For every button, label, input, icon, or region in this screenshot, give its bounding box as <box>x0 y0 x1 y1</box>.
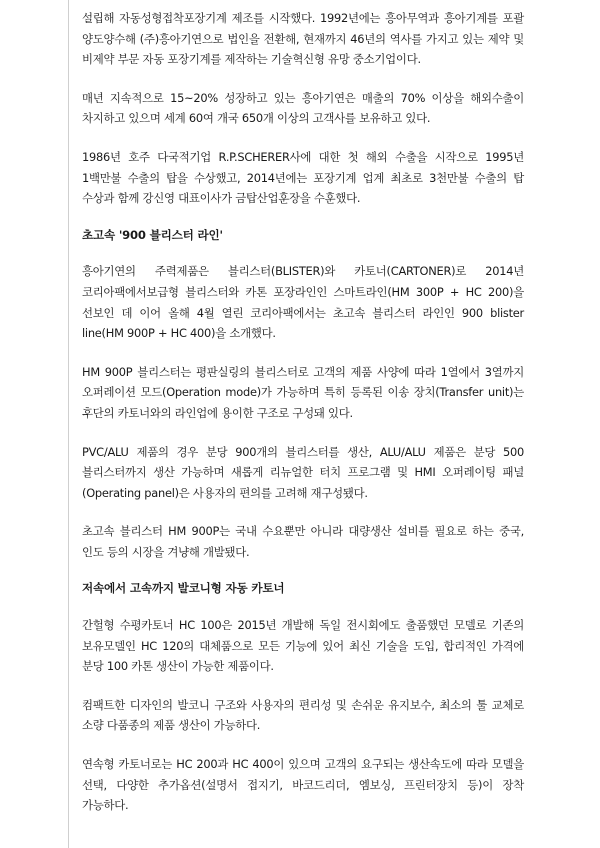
paragraph-balcony-design: 컴팩트한 디자인의 발코니 구조와 사용자의 편리성 및 손쉬운 유지보수, 최소의 툴 교체로 소량 다품종의 제품 생산이 가능하다. <box>82 697 524 733</box>
paragraph-production-capacity: PVC/ALU 제품의 경우 분당 900개의 블리스터를 생산, ALU/ALU 제품은 분당 500 블리스터까지 생산 가능하며 새롭게 리뉴얼한 터치 프로그램 및 HMI 오퍼레이팅 패널(Operating panel)은 사용자의 편의를 고려해 재구성됐다. <box>82 444 524 500</box>
section-heading-blister-line: 초고속 '900 블리스터 라인' <box>82 227 223 242</box>
paragraph-hc100: 간헐형 수평카토너 HC 100은 2015년 개발해 독일 전시회에도 출품했던 모델로 기존의 보유모델인 HC 120의 대체품으로 모든 기능에 있어 최신 기술을 도입, 합리적인 가격에 분당 100 카톤 생산이 가능한 제품이다. <box>82 618 524 674</box>
left-margin-rule <box>68 0 69 848</box>
paragraph-continuous-cartoners: 연속형 카토너로는 HC 200과 HC 400이 있으며 고객의 요구되는 생산속도에 따라 모델을 선택, 다양한 추가옵션(설명서 접지기, 바코드리더, 엠보싱, 프린터장치 등)이 장착 가능하다. <box>82 757 524 813</box>
section-heading-cartoner: 저속에서 고속까지 발코니형 자동 카토너 <box>82 581 285 596</box>
article-body <box>82 8 524 816</box>
paragraph-main-products: 흥아기연의 주력제품은 블리스터(BLISTER)와 카토너(CARTONER)로 2014년 코리아팩에서보급형 블리스터와 카톤 포장라인인 스마트라인(HM 300P + HC 200)을 선보인 데 이어 올해 4월 열린 코리아팩에서는 초고속 블리스터 라인인 900 blister line(HM 900P + HC 400)을 소개했다. <box>82 264 524 341</box>
paragraph-export-awards: 1986년 호주 다국적기업 R.P.SCHERER사에 대한 첫 해외 수출을 시작으로 1995년 1백만불 수출의 탑을 수상했고, 2014년에는 포장기계 업계 최초로 3천만불 수출의 탑 수상과 함께 강신영 대표이사가 금탑산업훈장을 수훈했다. <box>82 149 524 206</box>
paragraph-export-growth: 매년 지속적으로 15~20% 성장하고 있는 흥아기연은 매출의 70% 이상을 해외수출이 차지하고 있으며 세계 60여 개국 650개 이상의 고객사를 보유하고 있다. <box>82 90 524 126</box>
paragraph-hm900p-features: HM 900P 블리스터는 평판실링의 블리스터로 고객의 제품 사양에 따라 1열에서 3열까지 오퍼레이션 모드(Operation mode)가 가능하며 특히 등록된 이송 장치(Transfer unit)는 후단의 카토너와의 라인업에 용이한 구조로 구성돼 있다. <box>82 364 524 420</box>
paragraph-company-history: 설립해 자동성형접착포장기계 제조를 시작했다. 1992년에는 흥아무역과 흥아기계를 포괄 양도양수해 (주)흥아기연으로 법인을 전환해, 현재까지 46년의 역사를 가지고 있는 제약 및 비제약 부문 자동 포장기계를 제작하는 기술혁신형 유망 중소기업이다. <box>82 11 524 67</box>
paragraph-target-markets: 초고속 블리스터 HM 900P는 국내 수요뿐만 아니라 대량생산 설비를 필요로 하는 중국, 인도 등의 시장을 겨냥해 개발됐다. <box>82 524 524 559</box>
